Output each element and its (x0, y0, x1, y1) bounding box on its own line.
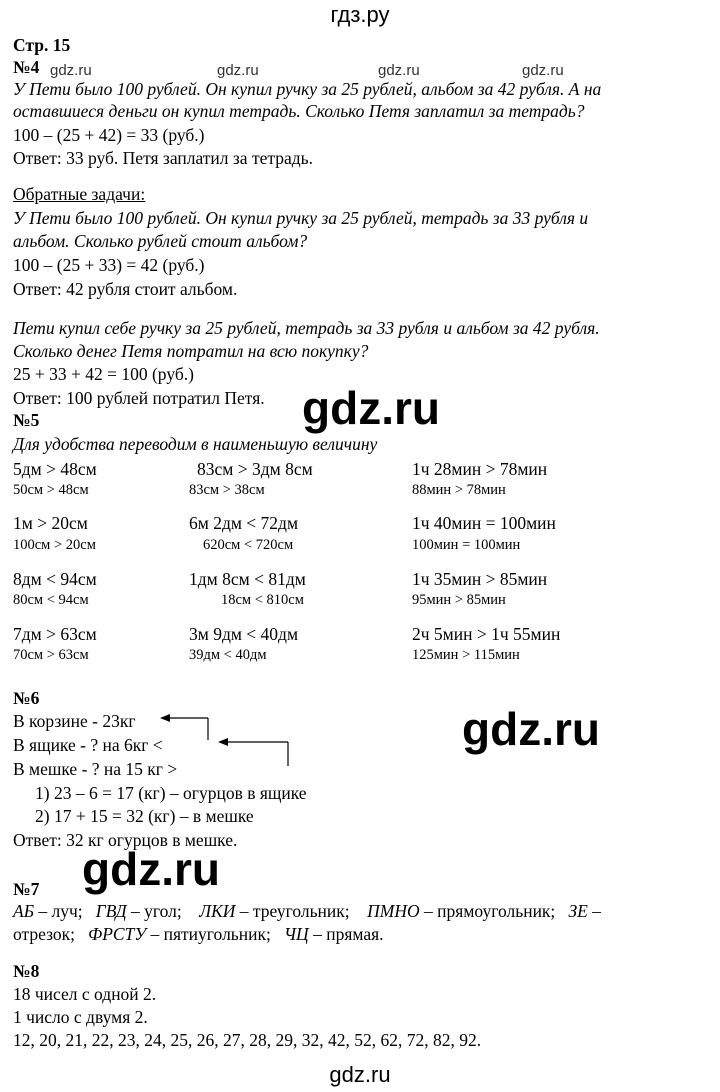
figure-desc: – луч; (34, 901, 83, 921)
arrow1-head (160, 714, 170, 722)
watermark-large: gdz.ru (302, 382, 440, 434)
task7-number: №7 (13, 879, 40, 899)
task4-solution: 100 – (25 + 42) = 33 (руб.) (13, 125, 205, 145)
cmp-r2-c2-sub: 620см < 720см (203, 537, 294, 553)
cmp-r3-c3: 1ч 35мин > 85мин (412, 569, 548, 589)
cmp-r4-c3-sub: 125мин > 115мин (412, 647, 520, 663)
arrow2-head (218, 738, 228, 746)
task6-line2: В ящике - ? на 6кг < (13, 735, 163, 755)
task6-number: №6 (13, 688, 40, 708)
watermark-small: gdz.ru (50, 62, 92, 79)
cmp-r1-c2-sub: 83см > 38см (189, 482, 265, 498)
inverse1-answer: Ответ: 42 рубля стоит альбом. (13, 279, 238, 299)
task8-line3: 12, 20, 21, 22, 23, 24, 25, 26, 27, 28, 29, 32, 42, 52, 62, 72, 82, 92. (13, 1030, 482, 1050)
watermark-large: gdz.ru (82, 843, 220, 895)
watermark-small: gdz.ru (217, 62, 259, 79)
watermark-small: gdz.ru (378, 62, 420, 79)
figure-name: ЗЕ (568, 901, 588, 921)
cmp-r1-c1-sub: 50см > 48см (13, 482, 89, 498)
site-header: гдз.ру (330, 2, 390, 27)
figure-desc: – пятиугольник; (146, 924, 271, 944)
task8-number: №8 (13, 961, 40, 981)
figure-name: ФРСТУ (88, 924, 147, 944)
figure-name: АБ (13, 901, 35, 921)
figure-name: ГВД (95, 901, 127, 921)
relation-arrows (160, 712, 300, 772)
task6-line3: В мешке - ? на 15 кг > (13, 759, 178, 779)
figure-name: ЧЦ (284, 924, 309, 944)
figure-desc: – прямая. (308, 924, 384, 944)
page-label: Стр. 15 (13, 35, 71, 55)
cmp-r4-c2-sub: 39дм < 40дм (189, 647, 267, 663)
cmp-r3-c3-sub: 95мин > 85мин (412, 592, 506, 608)
cmp-r2-c3: 1ч 40мин = 100мин (412, 513, 556, 533)
task8-line2: 1 число с двумя 2. (13, 1007, 148, 1027)
cmp-r4-c3: 2ч 5мин > 1ч 55мин (412, 624, 561, 644)
cmp-r1-c2: 83см > 3дм 8см (197, 459, 313, 479)
figure-name: ПМНО (367, 901, 420, 921)
site-footer: gdz.ru (329, 1062, 391, 1087)
cmp-r2-c1: 1м > 20см (13, 513, 88, 533)
figure-desc: отрезок; (13, 924, 76, 944)
cmp-r1-c1: 5дм > 48см (13, 459, 97, 479)
cmp-r2-c3-sub: 100мин = 100мин (412, 537, 521, 553)
cmp-r2-c1-sub: 100см > 20см (13, 537, 96, 553)
figure-desc: – (587, 901, 601, 921)
figure-desc: – треугольник; (235, 901, 350, 921)
figure-name: ЛКИ (199, 901, 236, 921)
cmp-r1-c3: 1ч 28мин > 78мин (412, 459, 548, 479)
cmp-r1-c3-sub: 88мин > 78мин (412, 482, 506, 498)
task4-number: №4 (13, 57, 40, 77)
task4-problem-line1: У Пети было 100 рублей. Он купил ручку за 25 рублей, альбом за 42 рубля. А на (13, 79, 602, 99)
cmp-r4-c1-sub: 70см > 63см (13, 647, 89, 663)
figure-desc: – прямоугольник; (419, 901, 556, 921)
cmp-r4-c1: 7дм > 63см (13, 624, 97, 644)
inverse2-line2: Сколько денег Петя потратил на всю покупку? (13, 341, 369, 361)
task4-problem-line2: оставшиеся деньги он купил тетрадь. Сколько Петя заплатил за тетрадь? (13, 101, 585, 121)
inverse1-line2: альбом. Сколько рублей стоит альбом? (13, 231, 308, 251)
task5-note: Для удобства переводим в наименьшую величину (13, 434, 378, 454)
cmp-r3-c1-sub: 80см < 94см (13, 592, 89, 608)
inverse2-line1: Пети купил себе ручку за 25 рублей, тетрадь за 33 рубля и альбом за 42 рубля. (13, 318, 600, 338)
inverse-tasks-title: Обратные задачи: (13, 184, 146, 204)
figure-desc: – угол; (126, 901, 182, 921)
task5-number: №5 (13, 410, 40, 430)
cmp-r3-c2-sub: 18см < 810см (221, 592, 304, 608)
cmp-r3-c2: 1дм 8см < 81дм (189, 569, 306, 589)
task8-line1: 18 чисел с одной 2. (13, 984, 157, 1004)
inverse2-answer: Ответ: 100 рублей потратил Петя. (13, 388, 265, 408)
watermark-large: gdz.ru (462, 703, 600, 755)
inverse1-solution: 100 – (25 + 33) = 42 (руб.) (13, 255, 205, 275)
task6-step2: 2) 17 + 15 = 32 (кг) – в мешке (35, 806, 254, 826)
task6-line1: В корзине - 23кг (13, 711, 136, 731)
watermark-small: gdz.ru (522, 62, 564, 79)
inverse2-solution: 25 + 33 + 42 = 100 (руб.) (13, 364, 194, 384)
cmp-r3-c1: 8дм < 94см (13, 569, 97, 589)
task7-line2 (13, 923, 384, 945)
cmp-r4-c2: 3м 9дм < 40дм (189, 624, 299, 644)
task6-answer: Ответ: 32 кг огурцов в мешке. (13, 830, 238, 850)
task6-step1: 1) 23 – 6 = 17 (кг) – огурцов в ящике (35, 783, 307, 803)
cmp-r2-c2: 6м 2дм < 72дм (189, 513, 299, 533)
inverse1-line1: У Пети было 100 рублей. Он купил ручку за 25 рублей, тетрадь за 33 рубля и (13, 208, 589, 228)
task7-line1 (13, 900, 601, 922)
task4-answer: Ответ: 33 руб. Петя заплатил за тетрадь. (13, 148, 314, 168)
